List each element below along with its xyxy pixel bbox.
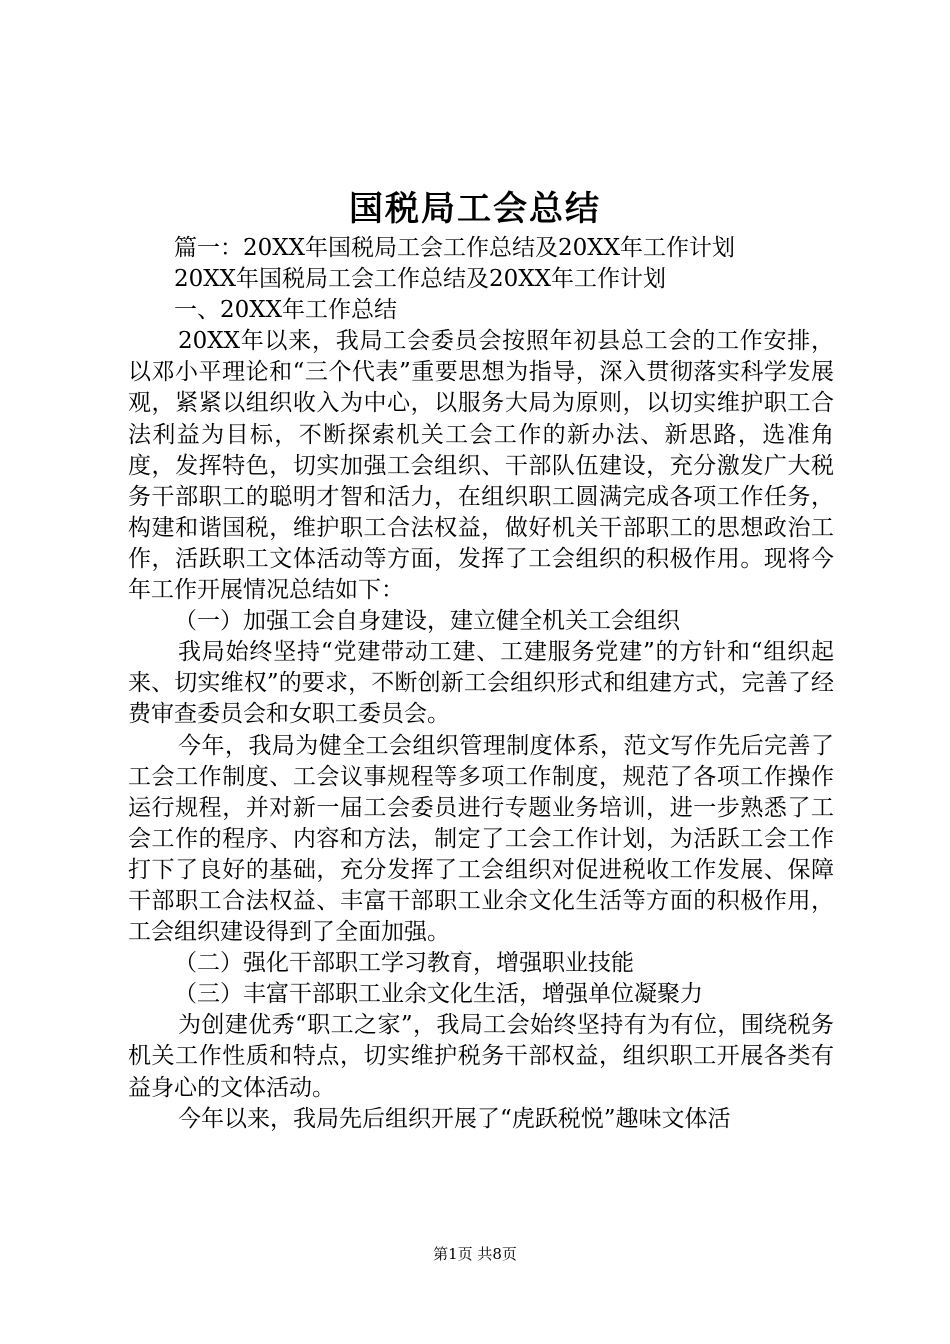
page-footer: 第1页 共8页 (433, 1245, 517, 1263)
paragraph: 我局始终坚持“党建带动工建、工建服务党建”的方针和“组织起来、切实维权”的要求，不断创新工会组织形式和组建方式，完善了经费审查委员会和女职工委员会。 (128, 639, 834, 728)
paragraph: 篇一：20XX年国税局工会工作总结及20XX年工作计划 (174, 235, 736, 261)
paragraph: 20XX年以来，我局工会委员会按照年初县总工会的工作安排，以邓小平理论和“三个代表”重要思想为指导，深入贯彻落实科学发展观，紧紧以组织收入为中心，以服务大局为原则，以切实维护职工合法利益为目标，不断探索机关工会工作的新办法、新思路，选准角度，发挥特色，切实加强工会组织、干部队伍建设，充分激发广大税务干部职工的聪明才智和活力，在组织职工圆满完成各项工作任务，构建和谐国税，维护职工合法权益，做好机关干部职工的思想政治工作，活跃职工文体活动等方面，发挥了工会组织的积极作用。现将今年工作开展情况总结如下： (128, 328, 834, 604)
section-heading: （三）丰富干部职工业余文化生活，增强单位凝聚力 (174, 981, 703, 1008)
paragraph: 一、20XX年工作总结 (174, 297, 398, 324)
paragraph: 为创建优秀“职工之家”，我局工会始终坚持有为有位，围绕税务机关工作性质和特点，切实维护税务干部权益，组织职工开展各类有益身心的文体活动。 (128, 1012, 834, 1101)
section-heading: （二）强化干部职工学习教育，增强职业技能 (174, 950, 634, 977)
paragraph: 20XX年国税局工会工作总结及20XX年工作计划 (174, 266, 667, 293)
document-title: 国税局工会总结 (349, 189, 601, 229)
paragraph: 今年，我局为健全工会组织管理制度体系，范文写作先后完善了工会工作制度、工会议事规程等多项工作制度，规范了各项工作操作运行规程，并对新一届工会委员进行专题业务培训，进一步熟悉了工会工作的程序、内容和方法，制定了工会工作计划，为活跃工会工作打下了良好的基础，充分发挥了工会组织对促进税收工作发展、保障干部职工合法权益、丰富干部职工业余文化生活等方面的积极作用，工会组织建设得到了全面加强。 (128, 732, 834, 946)
document-body (128, 233, 834, 1135)
paragraph: 今年以来，我局先后组织开展了“虎跃税悦”趣味文体活 (178, 1105, 731, 1132)
section-heading: （一）加强工会自身建设，建立健全机关工会组织 (174, 608, 680, 635)
